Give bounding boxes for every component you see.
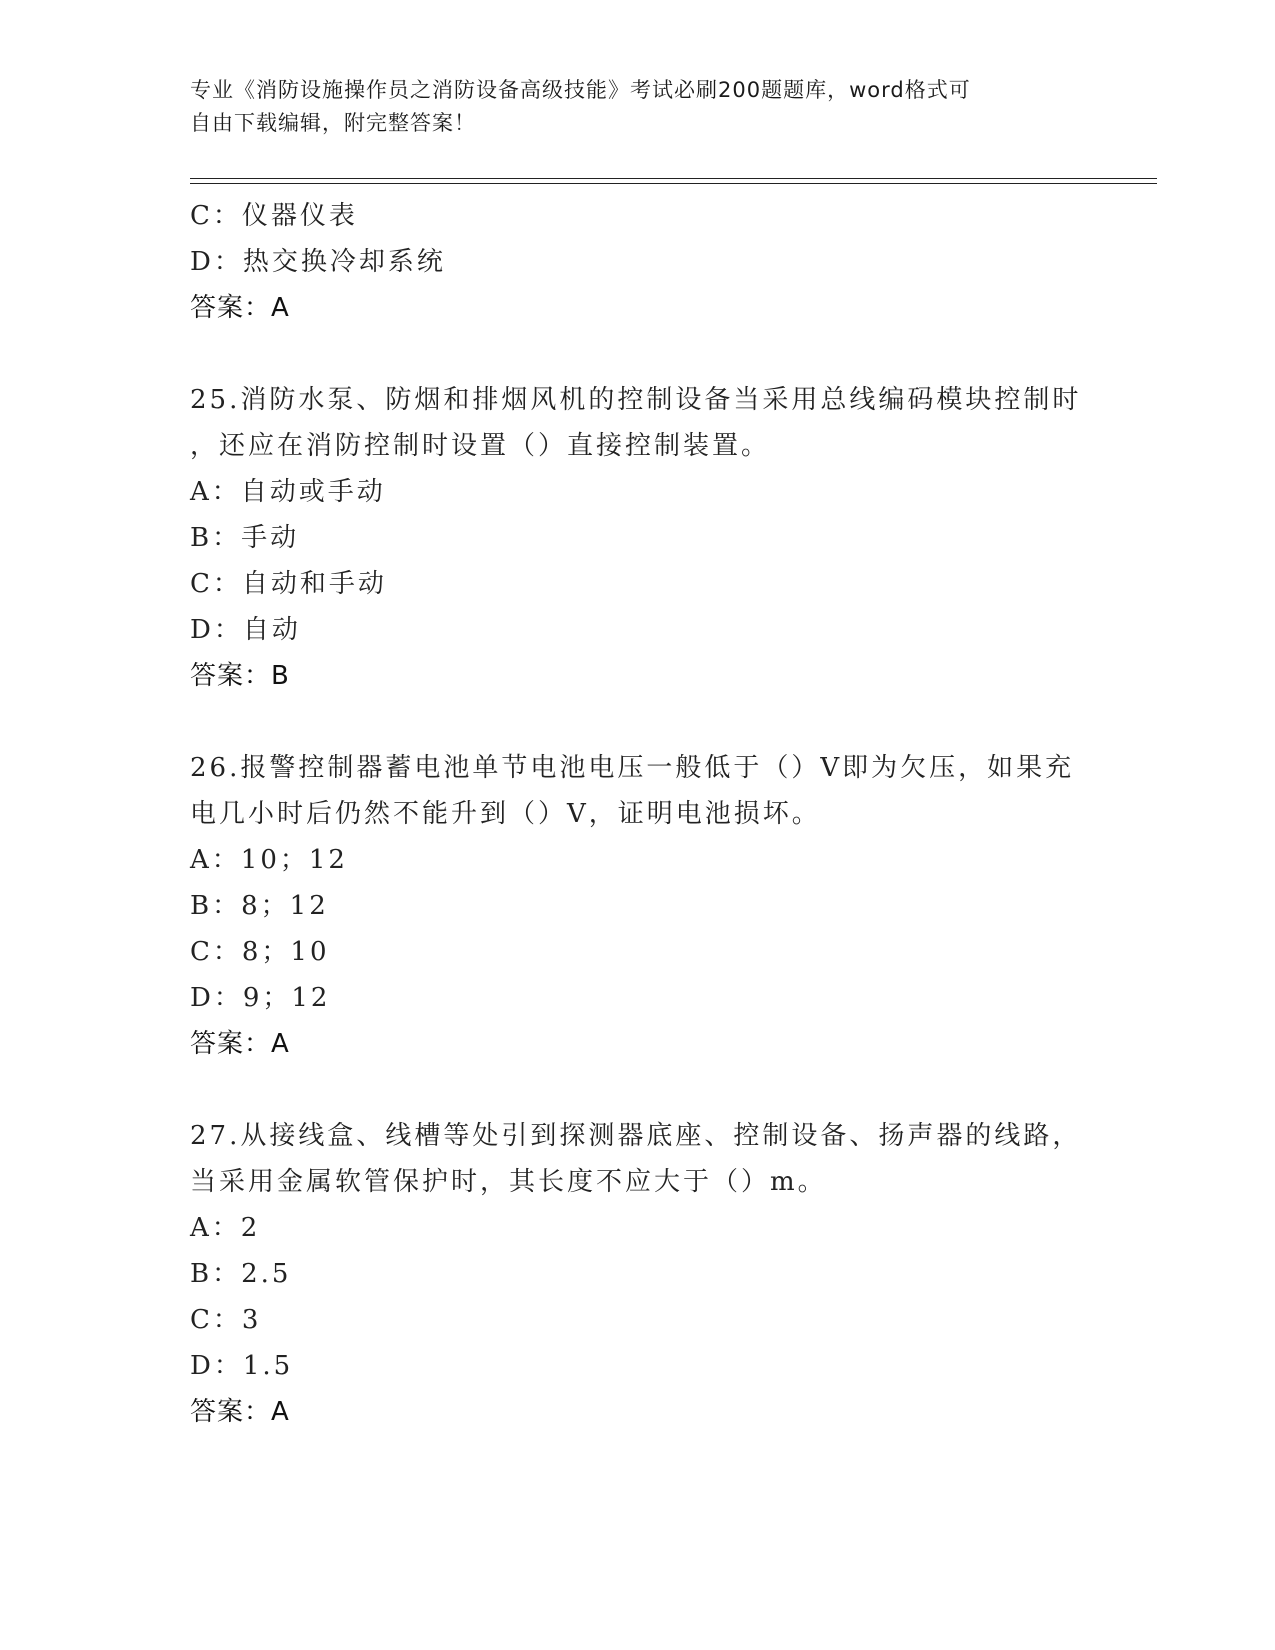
option-d: D：9；12 xyxy=(190,983,331,1013)
question-stem-line: 25.消防水泵、防烟和排烟风机的控制设备当采用总线编码模块控制时 xyxy=(190,385,1082,415)
option-a: A：自动或手动 xyxy=(190,477,386,507)
header-title-line-2: 自由下载编辑，附完整答案！ xyxy=(190,111,476,135)
spacer xyxy=(190,699,1090,745)
answer-line: 答案：A xyxy=(190,293,290,323)
spacer xyxy=(190,331,1090,377)
question-stem-line: 27.从接线盒、线槽等处引到探测器底座、控制设备、扬声器的线路， xyxy=(190,1121,1082,1151)
question-stem-line: 电几小时后仍然不能升到（）V，证明电池损坏。 xyxy=(190,799,821,829)
question-list xyxy=(190,193,1090,1435)
question-stem-line: ，还应在消防控制时设置（）直接控制装置。 xyxy=(190,431,771,461)
option-b: B：2.5 xyxy=(190,1259,292,1289)
option-c: C：8；10 xyxy=(190,937,330,967)
answer-line: 答案：A xyxy=(190,1397,290,1427)
answer-line: 答案：A xyxy=(190,1029,290,1059)
option-a: A：2 xyxy=(190,1213,261,1243)
spacer xyxy=(190,1067,1090,1113)
option-d: D：自动 xyxy=(190,615,301,645)
question-stem-line: 26.报警控制器蓄电池单节电池电压一般低于（）V即为欠压，如果充 xyxy=(190,753,1075,783)
answer-line: 答案：B xyxy=(190,661,290,691)
header-divider-top xyxy=(190,178,1157,179)
question-26 xyxy=(190,745,1090,1067)
option-d: D：热交换冷却系统 xyxy=(190,247,446,277)
question-25 xyxy=(190,377,1090,699)
header-divider-bottom xyxy=(190,183,1157,184)
option-c: C：3 xyxy=(190,1305,262,1335)
document-header xyxy=(190,74,1070,140)
option-a: A：10；12 xyxy=(190,845,348,875)
previous-question-tail xyxy=(190,193,1090,331)
option-d: D：1.5 xyxy=(190,1351,294,1381)
option-b: B：手动 xyxy=(190,523,300,553)
option-c: C：自动和手动 xyxy=(190,569,387,599)
question-stem-line: 当采用金属软管保护时，其长度不应大于（）m。 xyxy=(190,1167,827,1197)
option-b: B：8；12 xyxy=(190,891,329,921)
option-c: C：仪器仪表 xyxy=(190,201,358,231)
question-27 xyxy=(190,1113,1090,1435)
header-title-line-1: 专业《消防设施操作员之消防设备高级技能》考试必刷200题题库，word格式可 xyxy=(190,78,971,102)
